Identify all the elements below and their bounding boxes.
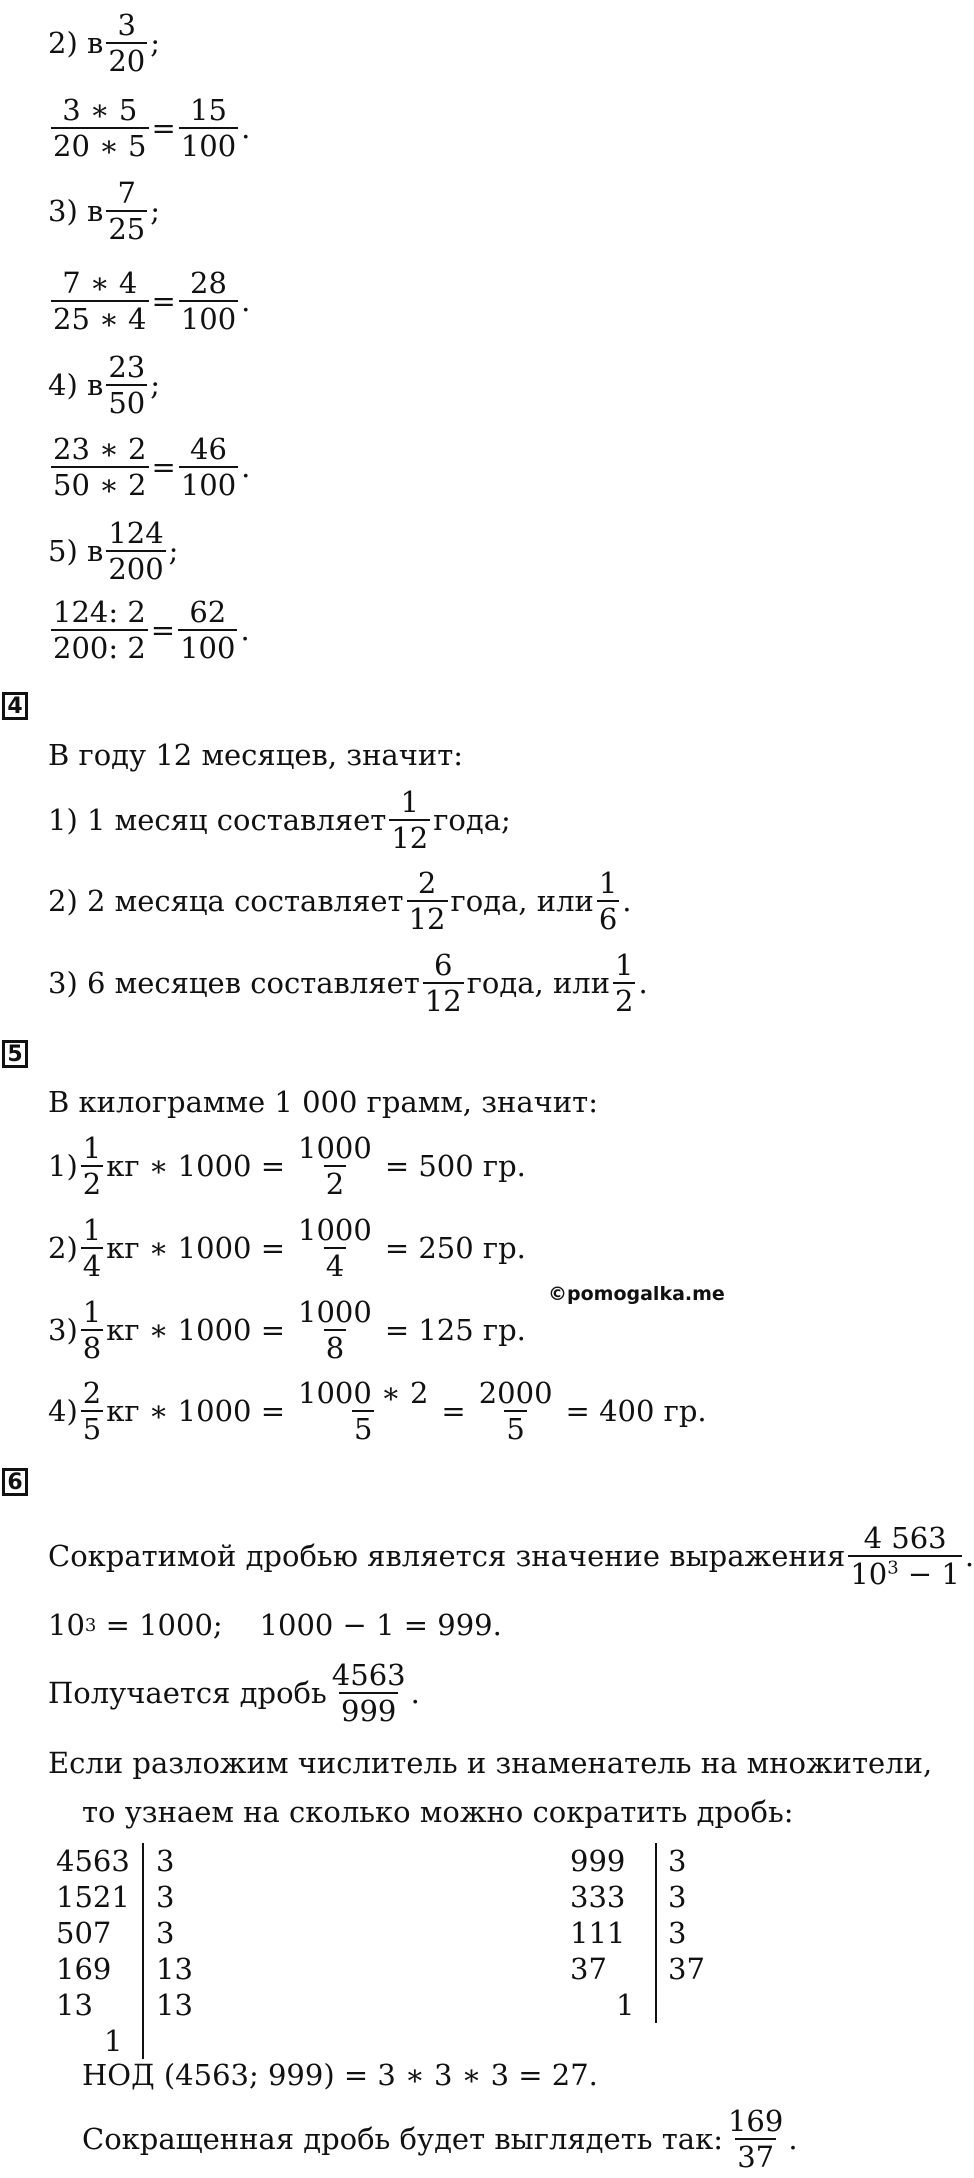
denominator: 2 [82, 1167, 102, 1202]
expression-text: кг ∗ 1000 = [106, 1231, 286, 1266]
punctuation: . [241, 111, 251, 146]
task4-item-1 [48, 787, 511, 854]
denominator: 4 [325, 1249, 345, 1284]
denominator: 12 [391, 821, 429, 856]
fraction [477, 1378, 555, 1445]
task-number-4: 4 [2, 692, 28, 720]
fraction [726, 2106, 785, 2173]
task6-calculation [48, 1608, 502, 1642]
item-text: 2) 2 месяца составляет [48, 884, 404, 919]
punctuation: . [240, 613, 250, 648]
numerator: 4 563 [863, 1521, 947, 1555]
fraction [179, 268, 238, 335]
item-label: 2) в [48, 26, 104, 61]
numerator: 23 [108, 350, 146, 384]
punctuation: . [410, 1676, 420, 1711]
fraction [296, 1297, 374, 1364]
factor-number: 111 [570, 1916, 626, 1950]
task5-item-1 [48, 1133, 526, 1200]
task5-item-4 [48, 1378, 707, 1445]
task3-item-2 [48, 10, 160, 77]
denominator: 100 [180, 468, 237, 503]
denominator: 8 [82, 1331, 102, 1366]
fraction [106, 352, 147, 419]
numerator: 62 [189, 595, 227, 629]
result-text: = 400 гр. [565, 1394, 707, 1429]
fraction [296, 1133, 374, 1200]
numerator: 1 [82, 1295, 102, 1329]
denominator: 5 [353, 1412, 373, 1447]
fraction [330, 1660, 408, 1727]
factor-number: 37 [570, 1952, 607, 1986]
task5-item-3 [48, 1297, 526, 1364]
denominator: 100 [180, 129, 237, 164]
result-text: = 125 гр. [384, 1313, 526, 1348]
expression-text: кг ∗ 1000 = [106, 1149, 286, 1184]
punctuation: . [964, 1539, 974, 1574]
statement-text: Получается дробь [48, 1676, 327, 1711]
item-label: 3) [48, 1313, 78, 1348]
item-label: 1) [48, 1149, 78, 1184]
task6-fraction-line [48, 1660, 420, 1727]
task6-text-1: Если разложим числитель и знаменатель на множители, [48, 1746, 933, 1780]
task5-item-2 [48, 1215, 526, 1282]
numerator: 7 [117, 176, 136, 210]
denominator: 2 [325, 1167, 345, 1202]
punctuation: ; [150, 194, 160, 229]
denominator: 200 [108, 552, 164, 587]
divisor: 3 [156, 1916, 175, 1950]
fraction [848, 1523, 962, 1590]
numerator: 46 [190, 432, 227, 466]
numerator: 1000 [298, 1213, 372, 1247]
denominator: 50 ∗ 2 [53, 468, 147, 503]
item-label: 4) в [48, 368, 104, 403]
denominator: 20 ∗ 5 [53, 129, 147, 164]
denominator: 20 [108, 44, 146, 79]
task-number-5: 5 [2, 1040, 28, 1068]
factor-number: 1 [104, 2024, 123, 2058]
numerator: 7 ∗ 4 [62, 266, 138, 300]
numerator: 2000 [478, 1376, 553, 1410]
factor-number: 1 [616, 1988, 635, 2022]
punctuation: . [241, 450, 251, 485]
task5-intro: В килограмме 1 000 грамм, значит: [48, 1085, 598, 1119]
left-factor-numbers [56, 1843, 130, 2059]
factor-number: 1521 [56, 1880, 130, 1914]
exponent: 3 [84, 1614, 97, 1636]
equals-sign: = [150, 613, 176, 648]
divisor: 3 [668, 1916, 687, 1950]
item-text: года; [433, 803, 511, 838]
factor-number: 333 [570, 1880, 626, 1914]
numerator: 4563 [331, 1658, 406, 1692]
denominator: 12 [408, 902, 446, 937]
expression-text: кг ∗ 1000 = [106, 1394, 286, 1429]
numerator: 15 [190, 93, 227, 127]
fraction [106, 10, 147, 77]
item-text: 1) 1 месяц составляет [48, 803, 387, 838]
numerator: 3 [117, 8, 136, 42]
denominator: 999 [341, 1694, 397, 1729]
denominator: 100 [180, 631, 236, 666]
punctuation: . [638, 966, 648, 1001]
statement-text: Сокращенная дробь будет выглядеть так: [82, 2122, 723, 2157]
fraction [51, 597, 148, 664]
numerator: 2 [82, 1376, 102, 1410]
punctuation: ; [168, 534, 179, 569]
result-text: = 250 гр. [384, 1231, 526, 1266]
numerator: 1000 [298, 1295, 372, 1329]
fraction [296, 1378, 430, 1445]
fraction [51, 268, 149, 335]
task3-equation-5 [48, 597, 250, 664]
item-label: 5) в [48, 534, 104, 569]
denominator: 2 [615, 984, 634, 1019]
task4-intro: В году 12 месяцев, значит: [48, 738, 464, 772]
denominator: 25 [108, 212, 146, 247]
item-label: 3) в [48, 194, 104, 229]
task6-text-2: то узнаем на сколько можно сократить дробь: [82, 1795, 794, 1829]
factor-number: 4563 [56, 1844, 130, 1878]
watermark: ©pomogalka.me [548, 1283, 725, 1305]
fraction [81, 1133, 103, 1200]
factor-number: 169 [56, 1952, 112, 1986]
punctuation: ; [150, 368, 160, 403]
expression-text: кг ∗ 1000 = [106, 1313, 286, 1348]
numerator: 1 [598, 866, 618, 900]
fraction [81, 1378, 103, 1445]
numerator: 124 [108, 516, 164, 550]
task3-item-3 [48, 178, 160, 245]
fraction [106, 518, 165, 585]
fraction [296, 1215, 374, 1282]
numerator: 1000 ∗ 2 [298, 1376, 429, 1410]
fraction [597, 868, 619, 935]
exponent: 3 [887, 1557, 899, 1579]
task6-gcd: НОД (4563; 999) = 3 ∗ 3 ∗ 3 = 27. [82, 2058, 598, 2092]
denominator-rest: − 1 [898, 1557, 960, 1592]
item-text: года, или [466, 966, 611, 1001]
punctuation: . [241, 284, 251, 319]
task-number-6: 6 [2, 1468, 28, 1496]
numerator: 28 [190, 266, 227, 300]
numerator: 1 [400, 785, 419, 819]
equals-sign: = [151, 111, 176, 146]
punctuation: ; [150, 26, 160, 61]
punctuation: . [622, 884, 632, 919]
task3-item-4 [48, 352, 160, 419]
numerator: 169 [727, 2104, 784, 2138]
task6-final [82, 2106, 798, 2173]
denominator: 50 [108, 386, 146, 421]
denominator: 5 [82, 1412, 102, 1447]
task4-item-3 [48, 950, 648, 1017]
denominator: 12 [424, 984, 462, 1019]
denominator: 6 [598, 902, 618, 937]
task3-equation-2 [48, 95, 250, 162]
factor-number: 13 [56, 1988, 93, 2022]
item-text: 3) 6 месяцев составляет [48, 966, 420, 1001]
fraction [81, 1297, 103, 1364]
fraction [178, 597, 237, 664]
right-factor-numbers [570, 1843, 634, 2023]
equals-sign: = [151, 284, 176, 319]
denominator: 100 [180, 302, 237, 337]
fraction [179, 95, 238, 162]
fraction [51, 95, 149, 162]
denominator [848, 1555, 962, 1592]
divisor: 37 [668, 1952, 705, 1986]
divisor: 3 [668, 1880, 687, 1914]
task6-statement [48, 1523, 974, 1590]
denominator: 5 [506, 1412, 525, 1447]
fraction [81, 1215, 103, 1282]
equals-sign: = [151, 450, 176, 485]
divisor: 13 [156, 1988, 193, 2022]
item-label: 2) [48, 1231, 78, 1266]
fraction [51, 434, 149, 501]
divisor: 3 [668, 1844, 687, 1878]
fraction [407, 868, 448, 935]
left-division-bar [142, 1843, 144, 2059]
task4-item-2 [48, 868, 632, 935]
power-base: 10 [850, 1557, 888, 1592]
denominator: 200: 2 [53, 631, 146, 666]
numerator: 124: 2 [53, 595, 146, 629]
fraction [179, 434, 238, 501]
punctuation: . [788, 2122, 798, 2157]
numerator: 6 [434, 948, 453, 982]
task3-equation-3 [48, 268, 250, 335]
divisor: 3 [156, 1880, 175, 1914]
factor-number: 999 [570, 1844, 626, 1878]
task3-equation-4 [48, 434, 250, 501]
result-text: = 500 гр. [384, 1149, 526, 1184]
denominator: 25 ∗ 4 [53, 302, 147, 337]
denominator: 8 [325, 1331, 345, 1366]
item-text: года, или [450, 884, 594, 919]
right-divisors [668, 1843, 705, 1987]
numerator: 3 ∗ 5 [62, 93, 138, 127]
power-base: 10 [48, 1608, 85, 1642]
left-divisors [156, 1843, 193, 2023]
numerator: 1 [82, 1213, 102, 1247]
fraction [106, 178, 147, 245]
fraction [613, 950, 635, 1017]
numerator: 2 [417, 866, 437, 900]
fraction [389, 787, 430, 854]
numerator: 23 ∗ 2 [53, 432, 147, 466]
factor-number: 507 [56, 1916, 112, 1950]
denominator: 37 [737, 2140, 775, 2175]
fraction [423, 950, 464, 1017]
divisor: 13 [156, 1952, 193, 1986]
numerator: 1 [82, 1131, 102, 1165]
item-label: 4) [48, 1394, 78, 1429]
denominator: 4 [82, 1249, 102, 1284]
numerator: 1 [615, 948, 634, 982]
right-division-bar [655, 1843, 657, 2023]
divisor: 3 [156, 1844, 175, 1878]
equals-sign: = [441, 1394, 466, 1429]
statement-text: Сократимой дробью является значение выражения [48, 1539, 846, 1574]
numerator: 1000 [298, 1131, 372, 1165]
calculation-text: = 1000; 1000 − 1 = 999. [96, 1608, 502, 1642]
task3-item-5 [48, 518, 178, 585]
